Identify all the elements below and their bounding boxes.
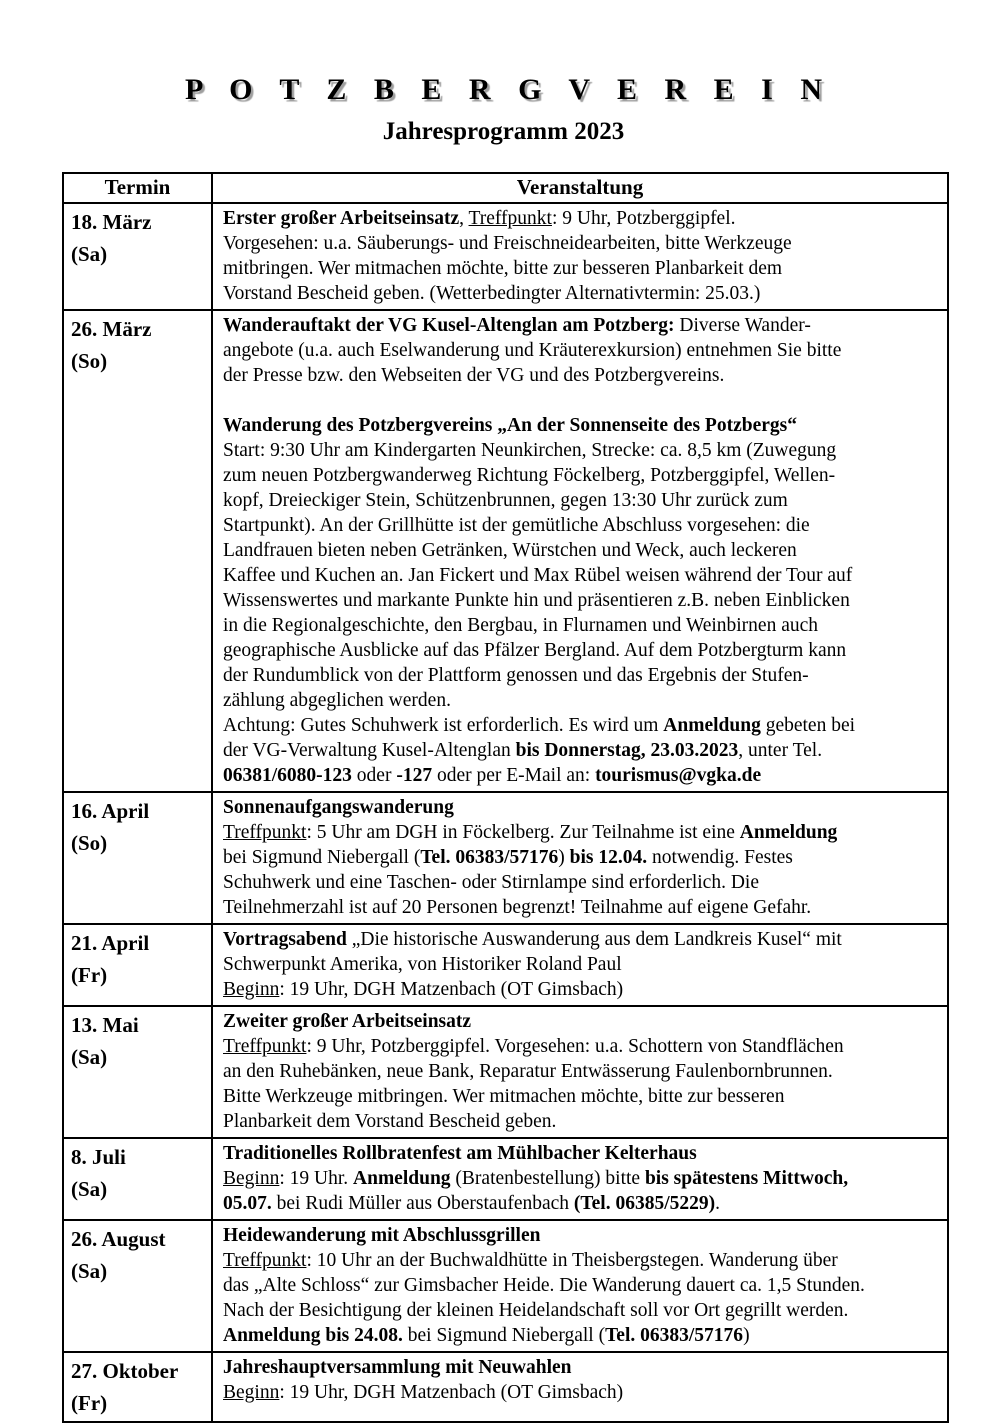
event-weekday: (So) [71,831,108,855]
event-cell: Jahreshauptversammlung mit Neuwahlen Beginn: 19 Uhr, DGH Matzenbach (OT Gimsbach) [212,1352,948,1422]
schedule-table [62,172,949,1423]
event-cell: Wanderauftakt der VG Kusel-Altenglan am Potzberg: Diverse Wander- angebote (u.a. auch Eselwanderung und Kräuterexkursion) entnehmen Sie bitte der Presse bzw. den Webseiten der VG und des Potzbergvereins. Wanderung des Potzbergvereins „An der Sonnenseite des Potzbergs“ Start: 9:30 Uhr am Kindergarten Neunkirchen, Strecke: ca. 8,5 km (Zuwegung zum neuen Potzbergwanderweg Richtung Föckelberg, Potzberggipfel, Wellen- kopf, Dreieckiger Stein, Schützenbrunnen, gegen 13:30 Uhr zurück zum Startpunkt). An der Grillhütte ist der gemütliche Abschluss vorgesehen: die Landfrauen bieten neben Getränken, Würstchen und Weck, auch leckeren Kaffee und Kuchen an. Jan Fickert und Max Rübel weisen während der Tour auf Wissenswertes und markante Punkte hin und präsentieren z.B. neben Einblicken in die Regionalgeschichte, den Bergbau, in Flurnamen und Weinbirnen auch geographische Ausblicke auf das Pfälzer Bergland. Auf dem Potzbergturm kann der Rundumblick von der Plattform genossen und das Ergebnis der Stufen- zählung abgeglichen werden. Achtung: Gutes Schuhwerk ist erforderlich. Es wird um Anmeldung gebeten bei der VG-Verwaltung Kusel-Altenglan bis Donnerstag, 23.03.2023, unter Tel. 06381/6080-123 oder -127 oder per E-Mail an: tourismus@vgka.de [212,310,948,792]
event-cell: Vortragsabend „Die historische Auswanderung aus dem Landkreis Kusel“ mit Schwerpunkt Amerika, von Historiker Roland Paul Beginn: 19 Uhr, DGH Matzenbach (OT Gimsbach) [212,924,948,1006]
date-cell [63,1138,212,1220]
table-row [63,792,948,924]
event-weekday: (So) [71,349,108,373]
event-date: 26. März [71,317,152,341]
col-header-veranstaltung: Veranstaltung [212,173,948,203]
page-subtitle: Jahresprogramm 2023 [382,118,625,145]
event-date: 26. August [71,1227,166,1251]
table-header-row [63,173,948,203]
event-date: 8. Juli [71,1145,126,1169]
event-weekday: (Sa) [71,1045,108,1069]
page-title: P O T Z B E R G V E R E I N [184,73,833,106]
table-row [63,1352,948,1422]
event-cell: Sonnenaufgangswanderung Treffpunkt: 5 Uhr am DGH in Föckelberg. Zur Teilnahme ist eine Anmeldung bei Sigmund Niebergall (Tel. 06383/57176) bis 12.04. notwendig. Festes Schuhwerk und eine Taschen- oder Stirnlampe sind erforderlich. Die Teilnehmerzahl ist auf 20 Personen begrenzt! Teilnahme auf eigene Gefahr. [212,792,948,924]
table-row [63,1138,948,1220]
date-cell [63,310,212,792]
date-cell [63,792,212,924]
event-date: 13. Mai [71,1013,139,1037]
event-cell: Traditionelles Rollbratenfest am Mühlbacher Kelterhaus Beginn: 19 Uhr. Anmeldung (Bratenbestellung) bitte bis spätestens Mittwoch, 05.07. bei Rudi Müller aus Oberstaufenbach (Tel. 06385/5229). [212,1138,948,1220]
event-cell: Heidewanderung mit Abschlussgrillen Treffpunkt: 10 Uhr an der Buchwaldhütte in Theisbergstegen. Wanderung über das „Alte Schloss“ zur Gimsbacher Heide. Die Wanderung dauert ca. 1,5 Stunden. Nach der Besichtigung der kleinen Heidelandschaft soll vor Ort gegrillt werden. Anmeldung bis 24.08. bei Sigmund Niebergall (Tel. 06383/57176) [212,1220,948,1352]
event-date: 21. April [71,931,150,955]
event-date: 16. April [71,799,150,823]
date-cell [63,1006,212,1138]
event-weekday: (Sa) [71,1259,108,1283]
event-cell: Zweiter großer Arbeitseinsatz Treffpunkt: 9 Uhr, Potzberggipfel. Vorgesehen: u.a. Schottern von Standflächen an den Ruhebänken, neue Bank, Reparatur Entwässerung Faulenbornbrunnen. Bitte Werkzeuge mitbringen. Wer mitmachen möchte, bitte zur besseren Planbarkeit dem Vorstand Bescheid geben. [212,1006,948,1138]
col-header-termin: Termin [63,173,212,203]
event-date: 18. März [71,210,152,234]
table-row [63,203,948,310]
table-row [63,1006,948,1138]
date-cell [63,924,212,1006]
event-weekday: (Fr) [71,1391,108,1415]
table-row [63,924,948,1006]
table-row [63,1220,948,1352]
date-cell [63,1352,212,1422]
event-weekday: (Sa) [71,242,108,266]
date-cell [63,1220,212,1352]
event-cell: Erster großer Arbeitseinsatz, Treffpunkt: 9 Uhr, Potzberggipfel. Vorgesehen: u.a. Säuberungs- und Freischneidearbeiten, bitte Werkzeuge mitbringen. Wer mitmachen möchte, bitte zur besseren Planbarkeit dem Vorstand Bescheid geben. (Wetterbedingter Alternativtermin: 25.03.) [212,203,948,310]
event-weekday: (Sa) [71,1177,108,1201]
date-cell [63,203,212,310]
event-weekday: (Fr) [71,963,108,987]
table-row [63,310,948,792]
event-date: 27. Oktober [71,1359,179,1383]
